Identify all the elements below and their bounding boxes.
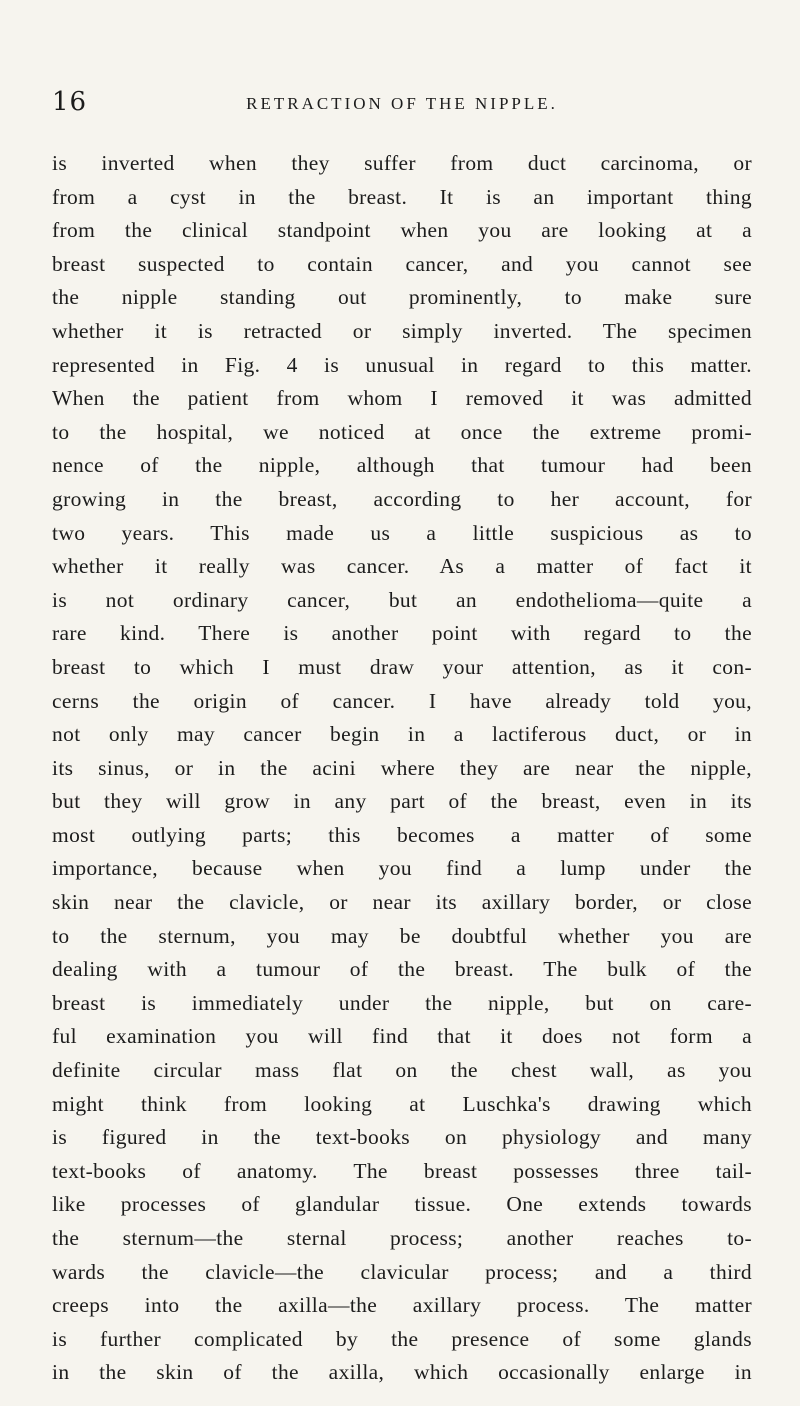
text-line: not only may cancer begin in a lactiferous duct, or in — [52, 722, 752, 747]
text-line: its sinus, or in the acini where they are near the nipple, — [52, 755, 752, 780]
text-line: from a cyst in the breast. It is an important thing — [52, 184, 752, 209]
running-title: RETRACTION OF THE NIPPLE. — [246, 94, 558, 113]
text-line: is figured in the text-books on physiology and many — [52, 1125, 752, 1150]
text-line: wards the clavicle—the clavicular process; and a third — [52, 1259, 752, 1284]
text-line: importance, because when you find a lump under the — [52, 856, 752, 881]
text-line: to the hospital, we noticed at once the extreme promi- — [52, 419, 752, 444]
text-line: in the skin of the axilla, which occasionally enlarge in — [52, 1360, 752, 1385]
text-line: represented in Fig. 4 is unusual in regard to this matter. — [52, 352, 752, 377]
text-line: ful examination you will find that it does not form a — [52, 1024, 752, 1049]
text-line: but they will grow in any part of the breast, even in its — [52, 789, 752, 814]
text-line: the sternum—the sternal process; another reaches to- — [52, 1226, 752, 1250]
running-head — [52, 82, 752, 122]
text-line: is inverted when they suffer from duct carcinoma, or — [52, 151, 752, 175]
text-line: whether it is retracted or simply inverted. The specimen — [52, 318, 752, 343]
text-line: dealing with a tumour of the breast. The bulk of the — [52, 957, 752, 982]
text-line: from the clinical standpoint when you are looking at a — [52, 218, 752, 243]
text-line: creeps into the axilla—the axillary process. The matter — [52, 1293, 752, 1318]
text-line: whether it really was cancer. As a matter of fact it — [52, 554, 752, 579]
text-line: cerns the origin of cancer. I have already told you, — [52, 688, 752, 713]
text-line: the nipple standing out prominently, to make sure — [52, 285, 752, 310]
text-line: definite circular mass flat on the chest wall, as you — [52, 1058, 752, 1083]
text-line: nence of the nipple, although that tumour had been — [52, 453, 752, 478]
text-line: When the patient from whom I removed it was admitted — [52, 386, 752, 411]
text-line: to the sternum, you may be doubtful whether you are — [52, 923, 752, 948]
text-line: might think from looking at Luschka's drawing which — [52, 1091, 752, 1116]
text-line: is further complicated by the presence of some glands — [52, 1326, 752, 1351]
text-line: is not ordinary cancer, but an endothelioma—quite a — [52, 587, 752, 612]
text-line: breast to which I must draw your attention, as it con- — [52, 654, 752, 679]
text-line: rare kind. There is another point with regard to the — [52, 621, 752, 646]
text-line: two years. This made us a little suspicious as to — [52, 520, 752, 545]
text-line: most outlying parts; this becomes a matter of some — [52, 822, 752, 847]
text-line: breast suspected to contain cancer, and you cannot see — [52, 251, 752, 276]
page-number: 16 — [52, 87, 88, 117]
text-line: text-books of anatomy. The breast possesses three tail- — [52, 1158, 752, 1183]
text-line: breast is immediately under the nipple, but on care- — [52, 990, 752, 1015]
body-text — [52, 147, 752, 1390]
text-line: skin near the clavicle, or near its axillary border, or close — [52, 890, 752, 915]
text-line: like processes of glandular tissue. One extends towards — [52, 1192, 752, 1217]
text-line: growing in the breast, according to her account, for — [52, 486, 752, 511]
